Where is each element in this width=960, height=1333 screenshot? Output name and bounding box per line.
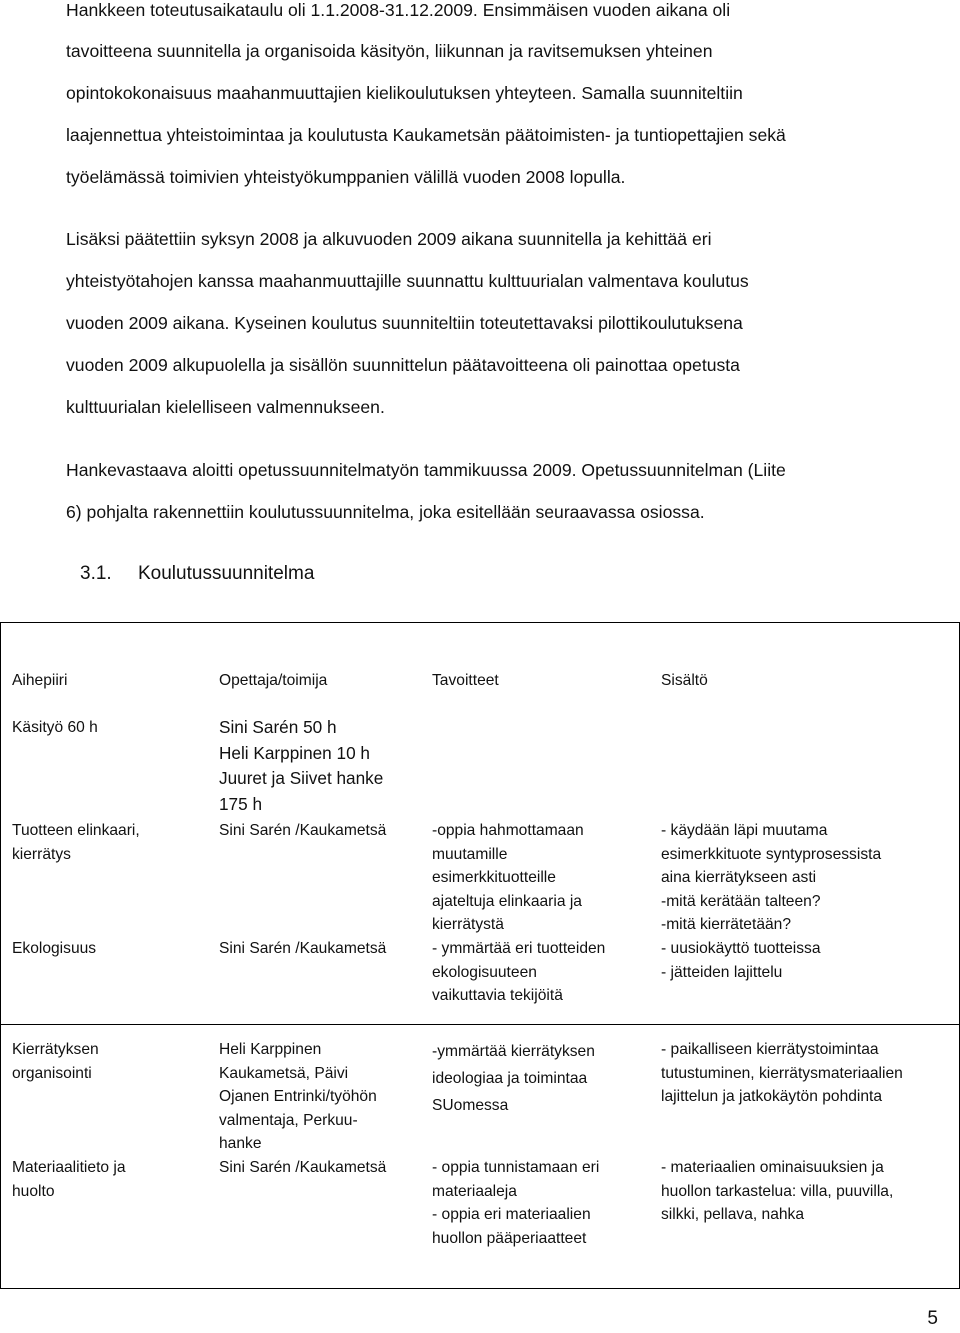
cell-topic: Kierrätyksen organisointi <box>12 1041 99 1082</box>
cell-content: - paikalliseen kierrätystoimintaa tutustuminen, kierrätysmateriaalien lajittelun ja jatkokäytön pohdinta <box>661 1041 903 1105</box>
cell-goals: - ymmärtää eri tuotteiden ekologisuuteen vaikuttavia tekijöitä <box>432 940 606 1004</box>
header-opettaja: Opettaja/toimija <box>219 672 328 689</box>
cell-goals: - oppia tunnistamaan eri materiaaleja - oppia eri materiaalien huollon pääperiaatteet <box>432 1159 600 1247</box>
text-line: laajennettua yhteistoimintaa ja koulutusta Kaukametsän päätoimisten- ja tuntiopettajien sekä <box>66 125 786 145</box>
text-line: vuoden 2009 aikana. Kyseinen koulutus suunniteltiin toteutettavaksi pilottikoulutuksena <box>66 313 743 333</box>
text-line: yhteistyötahojen kanssa maahanmuuttajille suunnattu kulttuurialan valmentava koulutus <box>66 271 749 291</box>
section-title: Koulutussuunnitelma <box>138 563 315 584</box>
cell-content: - käydään läpi muutama esimerkkituote syntyprosessista aina kierrätykseen asti -mitä kerätään talteen? -mitä kierrätetään? <box>661 822 882 933</box>
header-tavoitteet: Tavoitteet <box>432 672 499 689</box>
cell-teacher: Sini Sarén 50 h Heli Karppinen 10 h Juuret ja Siivet hanke 175 h <box>219 717 384 814</box>
header-aihepiiri: Aihepiiri <box>12 672 68 689</box>
cell-teacher: Heli Karppinen Kaukametsä, Päivi Ojanen Entrinki/työhön valmentaja, Perkuu- hanke <box>219 1041 377 1152</box>
table-border <box>0 1024 960 1025</box>
cell-topic: Materiaalitieto ja huolto <box>12 1159 126 1200</box>
cell-topic: Ekologisuus <box>12 940 97 957</box>
cell-topic: Käsityö 60 h <box>12 719 98 736</box>
text-line: Hankkeen toteutusaikataulu oli 1.1.2008-31.12.2009. Ensimmäisen vuoden aikana oli <box>66 0 731 20</box>
cell-content: - materiaalien ominaisuuksien ja huollon tarkastelua: villa, puuvilla, silkki, pellava, nahka <box>661 1159 894 1223</box>
section-number: 3.1. <box>80 563 112 584</box>
cell-teacher: Sini Sarén /Kaukametsä <box>219 940 387 957</box>
table-border <box>0 1288 960 1289</box>
header-sisalto: Sisältö <box>661 672 708 689</box>
text-line: tavoitteena suunnitella ja organisoida käsityön, liikunnan ja ravitsemuksen yhteinen <box>66 41 713 61</box>
text-line: opintokokonaisuus maahanmuuttajien kielikoulutuksen yhteyteen. Samalla suunniteltiin <box>66 83 743 103</box>
cell-teacher: Sini Sarén /Kaukametsä <box>219 1159 387 1176</box>
cell-goals: -ymmärtää kierrätyksen ideologiaa ja toimintaa SUomessa <box>432 1043 595 1114</box>
cell-topic: Tuotteen elinkaari, kierrätys <box>12 822 140 863</box>
table-border <box>0 622 1 1289</box>
text-line: Lisäksi päätettiin syksyn 2008 ja alkuvuoden 2009 aikana suunnitella ja kehittää eri <box>66 229 712 249</box>
page-number: 5 <box>927 1308 938 1329</box>
text-line: työelämässä toimivien yhteistyökumppanien välillä vuoden 2008 lopulla. <box>66 167 626 187</box>
cell-goals: -oppia hahmottamaan muutamille esimerkkituotteille ajateltuja elinkaaria ja kierrätystä <box>432 822 584 933</box>
cell-teacher: Sini Sarén /Kaukametsä <box>219 822 387 839</box>
cell-content: - uusiokäyttö tuotteissa - jätteiden lajittelu <box>661 940 821 981</box>
text-line: kulttuurialan kielelliseen valmennukseen. <box>66 397 385 417</box>
text-line: 6) pohjalta rakennettiin koulutussuunnitelma, joka esitellään seuraavassa osiossa. <box>66 502 705 522</box>
section-heading <box>80 563 314 585</box>
text-line: vuoden 2009 alkupuolella ja sisällön suunnittelun päätavoitteena oli painottaa opetusta <box>66 355 740 375</box>
text-line: Hankevastaava aloitti opetussuunnitelmatyön tammikuussa 2009. Opetussuunnitelman (Liite <box>66 460 786 480</box>
table-border <box>0 622 960 623</box>
